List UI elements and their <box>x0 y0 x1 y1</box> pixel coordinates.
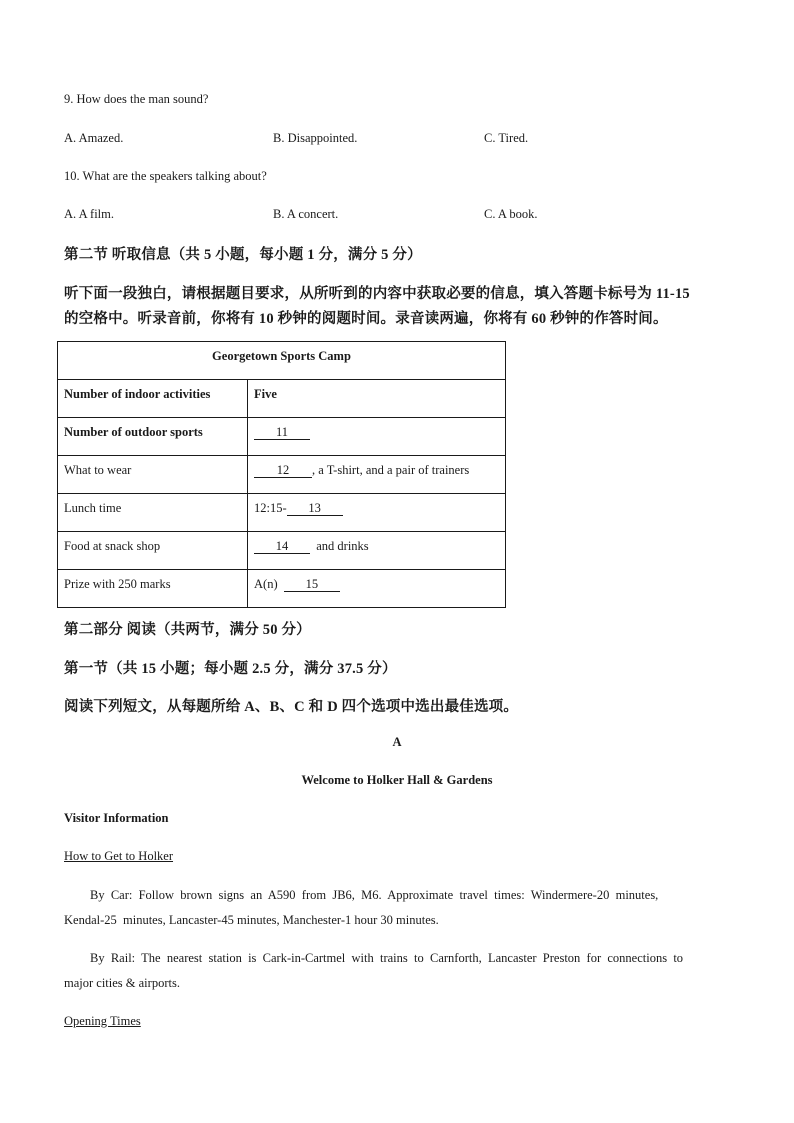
table-title-row <box>58 342 506 380</box>
reading-section1-title: 第一节（共 15 小题；每小题 2.5 分，满分 37.5 分） <box>64 661 397 677</box>
answer-blank-14: 14 <box>254 539 310 554</box>
row-value <box>248 532 506 570</box>
row-label: What to wear <box>58 456 248 494</box>
how-to-get-heading: How to Get to Holker <box>64 849 174 863</box>
answer-blank-15: 15 <box>284 577 340 592</box>
row-label: Lunch time <box>58 494 248 532</box>
question-10: 10. What are the speakers talking about? <box>64 169 267 183</box>
sports-camp-table <box>57 341 506 608</box>
table-row <box>58 532 506 570</box>
q9-option-a: A. Amazed. <box>64 131 124 145</box>
table-row <box>58 494 506 532</box>
row-label: Number of outdoor sports <box>58 418 248 456</box>
reading-instruction: 阅读下列短文，从每题所给 A、B、C 和 D 四个选项中选出最佳选项。 <box>64 699 519 715</box>
row-value <box>248 418 506 456</box>
value-text: 12:15- <box>254 501 287 515</box>
by-car-line2: Kendal-25 minutes, Lancaster-45 minutes, Manchester-1 hour 30 minutes. <box>64 913 439 927</box>
answer-blank-12: 12 <box>254 463 312 478</box>
q10-option-a: A. A film. <box>64 207 115 221</box>
value-text: Five <box>254 387 277 401</box>
table-row <box>58 380 506 418</box>
q10-option-b: B. A concert. <box>273 207 339 221</box>
q9-option-c: C. Tired. <box>484 131 529 145</box>
row-label: Prize with 250 marks <box>58 570 248 608</box>
passage-letter: A <box>392 735 402 749</box>
passage-title: Welcome to Holker Hall & Gardens <box>301 773 493 787</box>
section2-instruction-line1: 听下面一段独白，请根据题目要求，从所听到的内容中获取必要的信息，填入答题卡标号为 11-15 <box>64 286 690 302</box>
table-row <box>58 570 506 608</box>
table-row <box>58 418 506 456</box>
row-value <box>248 380 506 418</box>
section2-title: 第二节 听取信息（共 5 小题，每小题 1 分，满分 5 分） <box>64 247 422 263</box>
value-text: A(n) <box>254 577 284 591</box>
table-row <box>58 456 506 494</box>
row-value <box>248 494 506 532</box>
answer-blank-11: 11 <box>254 425 310 440</box>
table-title: Georgetown Sports Camp <box>58 342 506 380</box>
value-text: and drinks <box>310 539 369 553</box>
answer-blank-13: 13 <box>287 501 343 516</box>
value-text: , a T-shirt, and a pair of trainers <box>312 463 470 477</box>
part2-title: 第二部分 阅读（共两节，满分 50 分） <box>64 622 311 638</box>
by-car-line1: By Car: Follow brown signs an A590 from JB6, M6. Approximate travel times: Windermere-20 minutes, <box>90 888 659 902</box>
question-9: 9. How does the man sound? <box>64 92 209 106</box>
by-rail-line2: major cities & airports. <box>64 976 180 990</box>
section2-instruction-line2: 的空格中。听录音前，你将有 10 秒钟的阅题时间。录音读两遍，你将有 60 秒钟的作答时间。 <box>64 311 668 327</box>
q9-option-b: B. Disappointed. <box>273 131 358 145</box>
row-label: Number of indoor activities <box>58 380 248 418</box>
by-rail-line1: By Rail: The nearest station is Cark-in-Cartmel with trains to Carnforth, Lancaster Preston for connections to <box>90 951 684 965</box>
visitor-info-heading: Visitor Information <box>64 811 169 825</box>
q10-option-c: C. A book. <box>484 207 538 221</box>
row-value <box>248 570 506 608</box>
row-label: Food at snack shop <box>58 532 248 570</box>
row-value <box>248 456 506 494</box>
opening-times-heading: Opening Times <box>64 1014 141 1028</box>
